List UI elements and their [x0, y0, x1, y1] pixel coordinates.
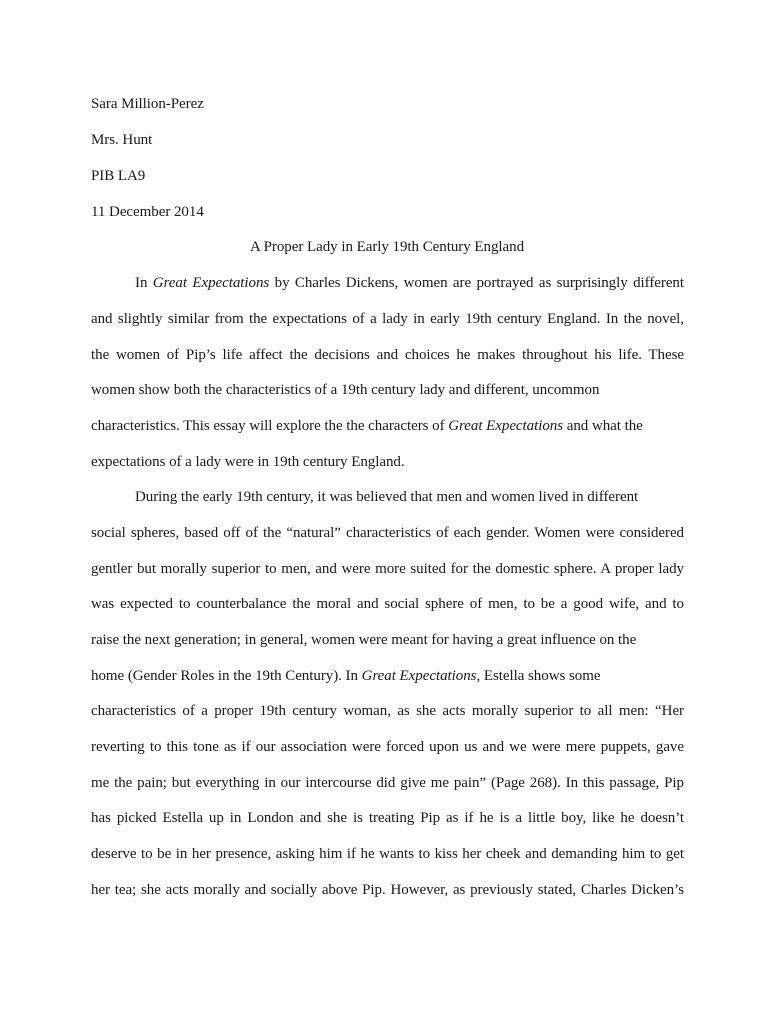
paragraph-2-line-7: characteristics of a proper 19th century woman, as she acts morally superior to all men: “Her: [91, 703, 684, 719]
paragraph-2-line-9: me the pain; but everything in our intercourse did give me pain” (Page 268). In this passage, Pip: [91, 775, 684, 791]
paragraph-2-line-10: has picked Estella up in London and she is treating Pip as if he is a little boy, like he doesn’t: [91, 810, 684, 826]
book-title: Great Expectations: [448, 418, 564, 434]
paragraph-1-line-3: the women of Pip’s life affect the decisions and choices he makes throughout his life. These: [91, 347, 684, 363]
essay-title: A Proper Lady in Early 19th Century England: [249, 239, 525, 255]
paragraph-2-line-8: reverting to this tone as if our association were forced upon us and we were mere puppets, gave: [91, 739, 684, 755]
paragraph-2-line-5: raise the next generation; in general, women were meant for having a great influence on the: [91, 632, 637, 648]
teacher-name: Mrs. Hunt: [91, 132, 153, 148]
course-code: PIB LA9: [91, 168, 146, 184]
text-span: In: [135, 275, 153, 291]
paragraph-2-line-12: her tea; she acts morally and socially above Pip. However, as previously stated, Charles Dicken’s: [91, 882, 684, 898]
book-title: Great Expectations: [361, 668, 477, 684]
paragraph-1-line-5: [91, 417, 684, 435]
author-name: Sara Million-Perez: [91, 96, 204, 112]
paragraph-2-line-4: was expected to counterbalance the moral and social sphere of men, to be a good wife, and to: [91, 596, 684, 612]
text-span: home (Gender Roles in the 19th Century). In: [91, 668, 362, 684]
text-span: and what the: [563, 418, 643, 434]
paragraph-1-line-4: women show both the characteristics of a 19th century lady and different, uncommon: [91, 382, 600, 398]
essay-date: 11 December 2014: [91, 204, 204, 220]
text-span: characteristics. This essay will explore the the characters of: [91, 418, 449, 434]
paragraph-1-line-1: [135, 274, 684, 292]
paragraph-1-line-6: expectations of a lady were in 19th century England.: [91, 454, 405, 470]
paragraph-2-line-1: During the early 19th century, it was believed that men and women lived in different: [135, 489, 639, 505]
paragraph-2-line-2: social spheres, based off of the “natural” characteristics of each gender. Women were considered: [91, 525, 684, 541]
text-span: by Charles Dickens, women are portrayed as surprisingly different: [269, 275, 684, 291]
paragraph-2-line-3: gentler but morally superior to men, and were more suited for the domestic sphere. A proper lady: [91, 561, 684, 577]
paragraph-2-line-11: deserve to be in her presence, asking him if he wants to kiss her cheek and demanding him to get: [91, 846, 684, 862]
text-span: , Estella shows some: [476, 668, 601, 684]
book-title: Great Expectations: [152, 275, 270, 291]
paragraph-2-line-6: [91, 667, 684, 685]
paragraph-1-line-2: and slightly similar from the expectations of a lady in early 19th century England. In the novel,: [91, 311, 684, 327]
